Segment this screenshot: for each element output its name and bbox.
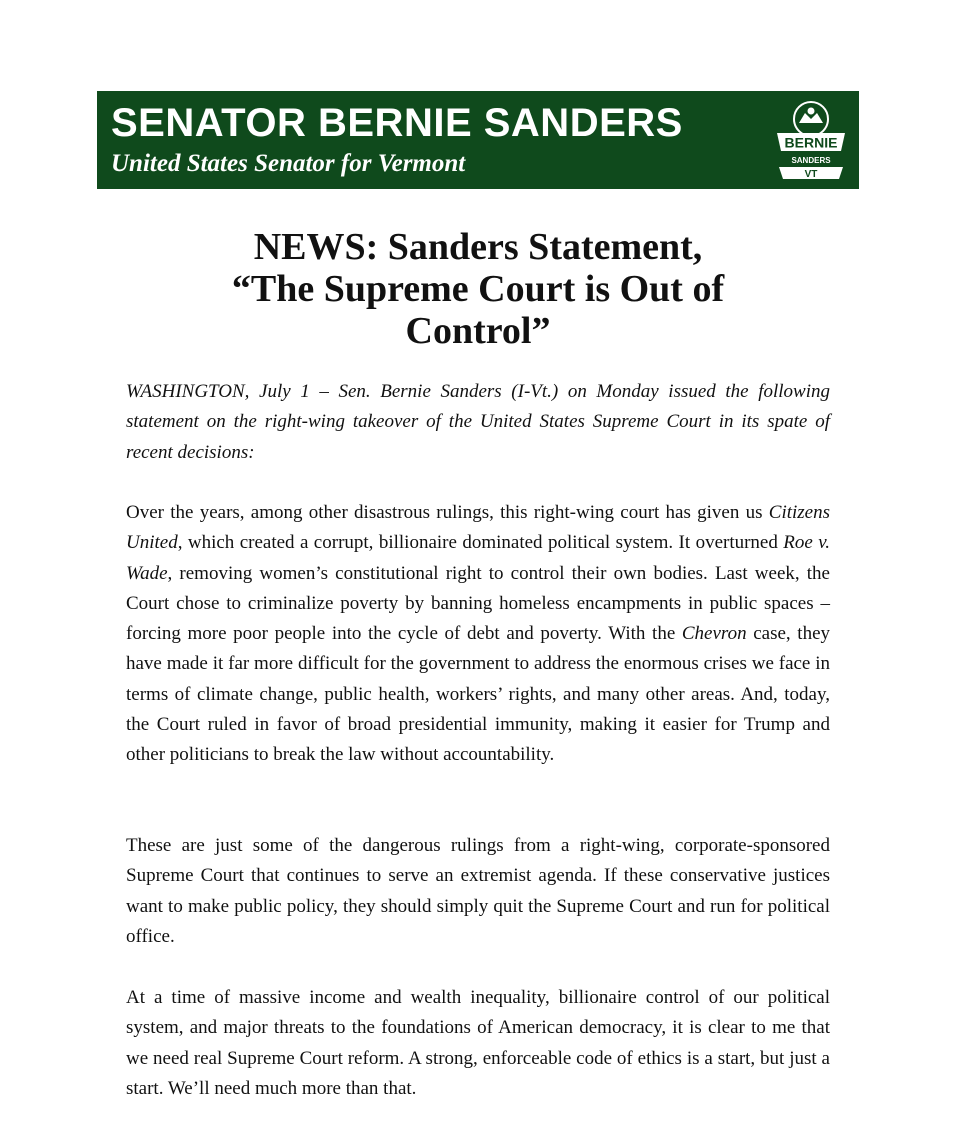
seal-bottom-text: VT [804, 169, 818, 180]
bernie-seal-icon [769, 97, 853, 183]
senator-name: SENATOR BERNIE SANDERS [111, 101, 683, 145]
p1-text-g: case, they have made it far more difficult for the government to address the enormous crises we face in terms of climate change, public health, workers’ rights, and many other areas. And, today, the Court ruled in favor of broad presidential immunity, making it easier for Trump and other politicians to break the law without accountability. [126, 623, 830, 766]
p1-text-c: , which created a corrupt, billionaire dominated political system. It overturned [177, 532, 784, 554]
statement-paragraph-1 [126, 498, 830, 771]
p1-text-e: , removing women’s constitutional right to control their own bodies. Last week, the Court chose to criminalize poverty by banning homeless encampments in public spaces – forcing more poor people into the cycle of debt and poverty. With the [126, 562, 830, 645]
seal-top-text: BERNIE [784, 134, 838, 151]
seal-middle-text: SANDERS [791, 156, 831, 165]
citizens-united-case: Citizens United [126, 502, 830, 554]
headline-line-3: Control” [405, 310, 551, 352]
statement-paragraph-2: These are just some of the dangerous rulings from a right-wing, corporate-sponsored Supreme Court that continues to serve an extremist agenda. If these conservative justices want to make public policy, they should simply quit the Supreme Court and run for political office. [126, 835, 830, 947]
dateline-paragraph: WASHINGTON, July 1 – Sen. Bernie Sanders (I-Vt.) on Monday issued the following statement on the right-wing takeover of the United States Supreme Court in its spate of recent decisions: [126, 381, 830, 463]
senator-subtitle: United States Senator for Vermont [111, 150, 466, 177]
headline-line-2: “The Supreme Court is Out of [231, 268, 725, 310]
p1-text-a: Over the years, among other disastrous rulings, this right-wing court has given us [126, 502, 769, 523]
statement-paragraph-3: At a time of massive income and wealth inequality, billionaire control of our political system, and major threats to the foundations of American democracy, it is clear to me that we need real Supreme Court reform. A strong, enforceable code of ethics is a start, but just a start. We’ll need much more than that. [126, 987, 830, 1099]
chevron-case: Chevron [681, 623, 747, 645]
roe-v-wade-case: Roe v. Wade [126, 532, 831, 584]
headline-line-1: NEWS: Sanders Statement, [253, 226, 703, 268]
letterhead-banner [97, 91, 859, 189]
headline [130, 226, 826, 352]
